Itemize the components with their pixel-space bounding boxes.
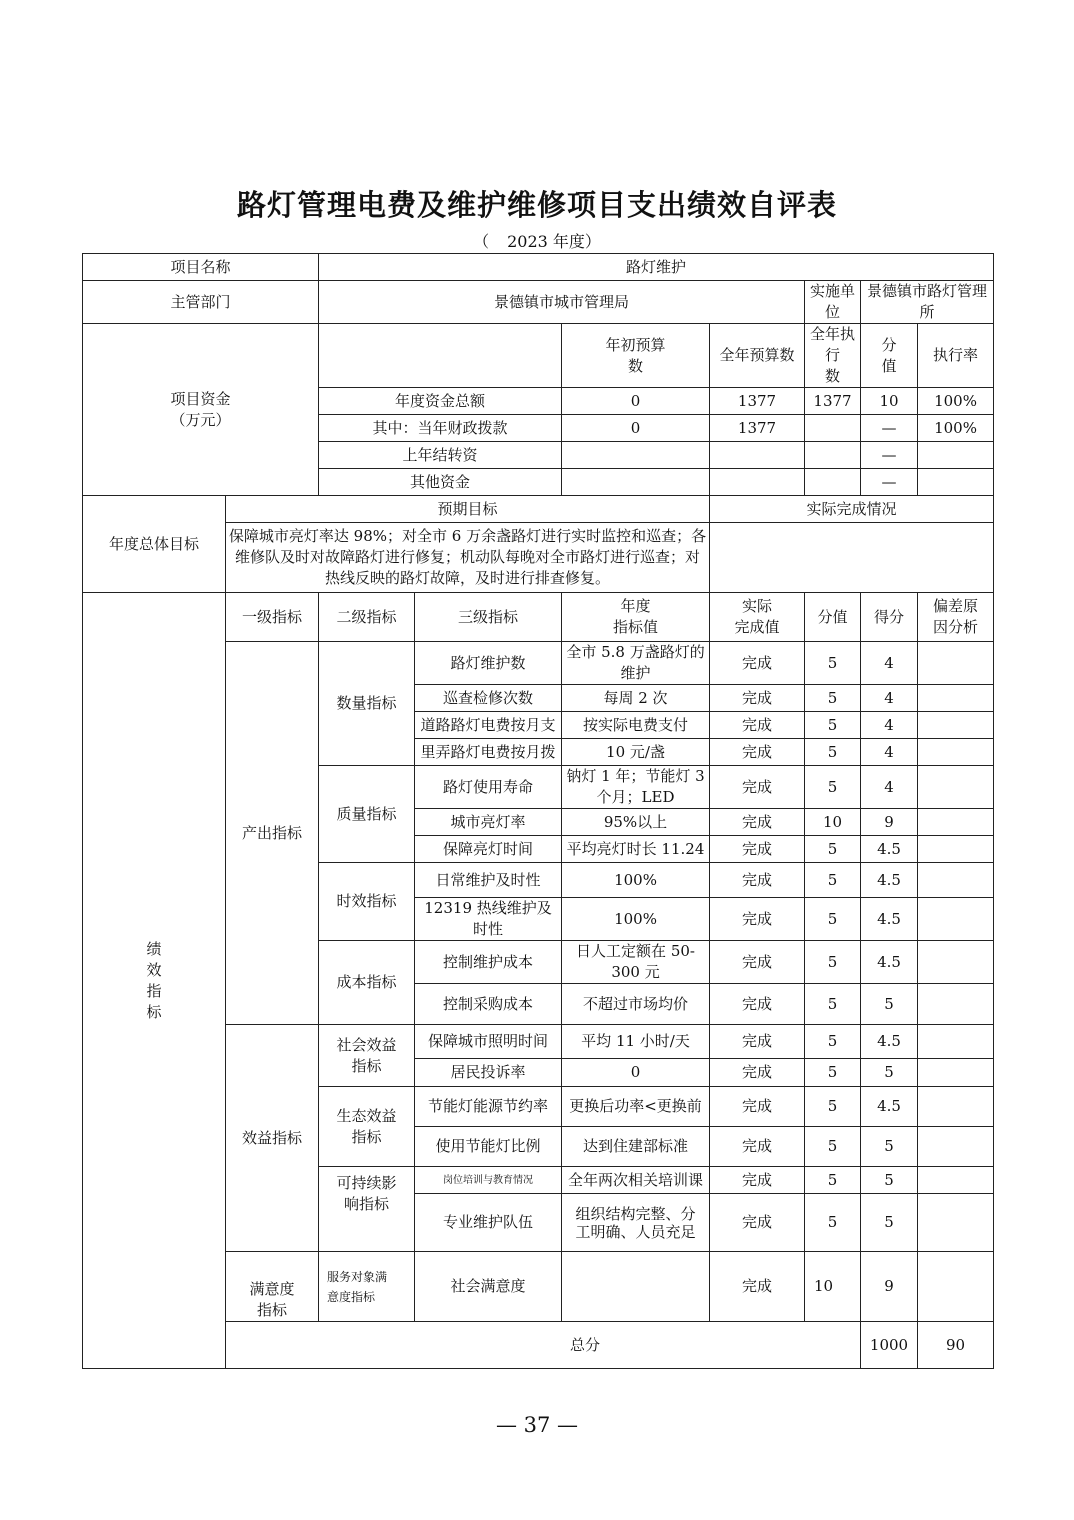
- funds-row-annual: [710, 442, 805, 469]
- indicator-actual: 完成: [710, 739, 805, 766]
- indicator-actual: 完成: [710, 1059, 805, 1087]
- funds-row-annual: 1377: [710, 388, 805, 415]
- header-level3: 三级指标: [415, 593, 562, 642]
- indicator-deviation: [918, 863, 994, 898]
- funds-header-executed-line2: 数: [825, 367, 841, 385]
- indicator-target: 100%: [562, 898, 710, 941]
- total-got: 90: [918, 1322, 994, 1369]
- header-actual-line2: 完成值: [734, 618, 780, 636]
- funds-row-executed: [805, 415, 861, 442]
- funds-row-rate: 100%: [918, 388, 994, 415]
- level2-ecological-line2: 指标: [351, 1127, 382, 1146]
- indicator-name: 居民投诉率: [415, 1059, 562, 1087]
- indicator-deviation: [918, 1087, 994, 1127]
- funds-row-rate: [918, 442, 994, 469]
- header-deviation: [918, 593, 994, 642]
- indicator-target: 日人工定额在 50-300 元: [562, 941, 710, 984]
- funds-row-initial: [562, 442, 710, 469]
- indicator-score: 5: [805, 1087, 861, 1127]
- indicator-got: 4.5: [861, 1087, 918, 1127]
- funds-row-name: 其中：当年财政拨款: [319, 415, 562, 442]
- level2-sustainability-line2: 响指标: [344, 1195, 390, 1213]
- indicator-name: 专业维护队伍: [415, 1194, 562, 1252]
- header-deviation-line2: 因分析: [933, 618, 979, 636]
- funds-row-name: 其他资金: [319, 469, 562, 496]
- indicator-actual: 完成: [710, 1025, 805, 1059]
- funds-row-score: 10: [861, 388, 918, 415]
- header-deviation-line1: 偏差原: [933, 597, 979, 615]
- indicator-actual: 完成: [710, 809, 805, 836]
- indicator-name: 巡查检修次数: [415, 685, 562, 712]
- funds-row-name: 上年结转资: [319, 442, 562, 469]
- level2-social: [319, 1025, 415, 1087]
- funds-row-annual: 1377: [710, 415, 805, 442]
- funds-row-rate: 100%: [918, 415, 994, 442]
- funds-row-executed: [805, 469, 861, 496]
- department-label: 主管部门: [83, 281, 319, 324]
- funds-row-name: 年度资金总额: [319, 388, 562, 415]
- project-row: [83, 254, 994, 281]
- total-label: 总分: [226, 1322, 861, 1369]
- funds-header-initial-line2: 数: [628, 356, 644, 375]
- indicator-got: 5: [861, 1127, 918, 1167]
- funds-row-executed: 1377: [805, 388, 861, 415]
- level2-timeliness: 时效指标: [319, 863, 415, 941]
- impl-unit-value: 景德镇市路灯管理所: [861, 281, 994, 324]
- project-value: 路灯维护: [319, 254, 994, 281]
- goals-actual-label: 实际完成情况: [710, 496, 994, 523]
- header-target-line2: 指标值: [613, 618, 659, 636]
- indicator-score: 10: [805, 1252, 861, 1322]
- indicator-name: 使用节能灯比例: [415, 1127, 562, 1167]
- indicator-actual: 完成: [710, 642, 805, 685]
- level2-service-line1: 服务对象满: [327, 1269, 388, 1284]
- indicator-target: 全市 5.8 万盏路灯的维护: [562, 642, 710, 685]
- funds-label: [83, 324, 319, 496]
- indicator-target: 钠灯 1 年；节能灯 3 个月；LED: [562, 766, 710, 809]
- indicator-got: 4.5: [861, 898, 918, 941]
- funds-row-score: —: [861, 442, 918, 469]
- indicator-actual: 完成: [710, 766, 805, 809]
- page-number: — 37 —: [495, 1413, 579, 1437]
- level2-social-line1: 社会效益: [336, 1035, 397, 1054]
- header-actual: [710, 593, 805, 642]
- indicator-name: 保障亮灯时间: [415, 836, 562, 863]
- indicator-name: 控制采购成本: [415, 984, 562, 1025]
- funds-header-executed-line1: 全年执行: [810, 325, 856, 364]
- indicator-name: 路灯使用寿命: [415, 766, 562, 809]
- indicator-name: 日常维护及时性: [415, 863, 562, 898]
- funds-row-initial: 0: [562, 388, 710, 415]
- indicator-target: 每周 2 次: [562, 685, 710, 712]
- indicator-score: 5: [805, 685, 861, 712]
- page-title: 路灯管理电费及维护维修项目支出绩效自评表: [236, 188, 837, 222]
- level2-social-line2: 指标: [351, 1056, 382, 1075]
- funds-row-score: —: [861, 415, 918, 442]
- indicator-score: 5: [805, 1167, 861, 1194]
- header-target-line1: 年度: [620, 597, 651, 615]
- indicator-score: 5: [805, 836, 861, 863]
- indicator-score: 5: [805, 863, 861, 898]
- funds-header-score-line2: 值: [881, 356, 897, 375]
- indicator-got: 4: [861, 685, 918, 712]
- indicator-target: 平均 11 小时/天: [562, 1025, 710, 1059]
- funds-header-executed: [805, 324, 861, 388]
- indicator-target: 95%以上: [562, 809, 710, 836]
- level2-ecological-line1: 生态效益: [336, 1106, 397, 1125]
- indicator-deviation: [918, 1252, 994, 1322]
- indicator-target: 按实际电费支付: [562, 712, 710, 739]
- indicator-target: 10 元/盏: [562, 739, 710, 766]
- indicator-target: 达到住建部标准: [562, 1127, 710, 1167]
- indicator-deviation: [918, 1059, 994, 1087]
- goals-header-row: [83, 496, 994, 523]
- indicator-deviation: [918, 984, 994, 1025]
- indicator-target: 更换后功率<更换前: [562, 1087, 710, 1127]
- header-target: [562, 593, 710, 642]
- indicator-name: 保障城市照明时间: [415, 1025, 562, 1059]
- indicator-deviation: [918, 1167, 994, 1194]
- indicator-got: 5: [861, 984, 918, 1025]
- goals-label: 年度总体目标: [83, 496, 226, 593]
- indicator-deviation: [918, 1025, 994, 1059]
- indicator-actual: 完成: [710, 836, 805, 863]
- department-row: [83, 281, 994, 324]
- indicator-name: 控制维护成本: [415, 941, 562, 984]
- funds-row-score: —: [861, 469, 918, 496]
- total-score: 1000: [861, 1322, 918, 1369]
- indicator-name: 12319 热线维护及时性: [415, 898, 562, 941]
- indicator-got: 4: [861, 739, 918, 766]
- funds-row-initial: [562, 469, 710, 496]
- indicator-target: 平均亮灯时长 11.24: [562, 836, 710, 863]
- evaluation-table: [82, 253, 994, 1369]
- indicator-score: 5: [805, 712, 861, 739]
- indicator-score: 5: [805, 1025, 861, 1059]
- funds-header-score-line1: 分: [881, 335, 897, 354]
- indicator-actual: 完成: [710, 1127, 805, 1167]
- funds-header-initial-line1: 年初预算: [605, 335, 666, 354]
- level1-benefit: 效益指标: [226, 1025, 319, 1252]
- funds-header-initial: [562, 324, 710, 388]
- indicator-actual: 完成: [710, 941, 805, 984]
- indicator-score: 5: [805, 739, 861, 766]
- goals-expected-text: 保障城市亮灯率达 98%；对全市 6 万余盏路灯进行实时监控和巡查；各维修队及时对故障路灯进行修复；机动队每晚对全市路灯进行巡查；对热线反映的路灯故障，及时进行排查修复。: [226, 523, 710, 593]
- indicator-got: 4: [861, 712, 918, 739]
- funds-row-executed: [805, 442, 861, 469]
- indicator-deviation: [918, 766, 994, 809]
- indicator-name: 节能灯能源节约率: [415, 1087, 562, 1127]
- funds-header-score: [861, 324, 918, 388]
- indicator-score: 5: [805, 1059, 861, 1087]
- indicator-got: 9: [861, 1252, 918, 1322]
- indicator-deviation: [918, 1194, 994, 1252]
- funds-label-line1: 项目资金: [170, 389, 231, 408]
- level2-quality: 质量指标: [319, 766, 415, 863]
- header-level2: 二级指标: [319, 593, 415, 642]
- indicator-got: 4.5: [861, 836, 918, 863]
- department-value: 景德镇市城市管理局: [319, 281, 805, 324]
- indicator-deviation: [918, 941, 994, 984]
- indicator-actual: 完成: [710, 1252, 805, 1322]
- impl-unit-label: 实施单位: [805, 281, 861, 324]
- indicator-name: 城市亮灯率: [415, 809, 562, 836]
- funds-header-rate: 执行率: [918, 324, 994, 388]
- indicator-target: 0: [562, 1059, 710, 1087]
- level2-service-line2: 意度指标: [327, 1289, 376, 1304]
- year-open-paren: （: [473, 232, 490, 251]
- indicator-score: 5: [805, 984, 861, 1025]
- indicator-got: 4.5: [861, 941, 918, 984]
- year-caption: [0, 229, 1074, 252]
- indicator-actual: 完成: [710, 712, 805, 739]
- indicator-deviation: [918, 836, 994, 863]
- indicator-deviation: [918, 809, 994, 836]
- indicator-score: 5: [805, 941, 861, 984]
- indicator-deviation: [918, 739, 994, 766]
- indicators-side-label: 绩 效 指 标: [83, 593, 226, 1369]
- funds-row-initial: 0: [562, 415, 710, 442]
- funds-row-annual: [710, 469, 805, 496]
- level2-service-satisfaction: [319, 1252, 415, 1322]
- indicator-target: [562, 1252, 710, 1322]
- indicator-target: 100%: [562, 863, 710, 898]
- goals-actual-text: [710, 523, 994, 593]
- indicator-got: 5: [861, 1194, 918, 1252]
- level1-output: 产出指标: [226, 642, 319, 1025]
- indicator-deviation: [918, 642, 994, 685]
- indicator-target: 不超过市场均价: [562, 984, 710, 1025]
- indicator-got: 9: [861, 809, 918, 836]
- indicator-deviation: [918, 898, 994, 941]
- indicator-score: 5: [805, 898, 861, 941]
- level1-satisfaction-line2: 指标: [257, 1301, 288, 1319]
- indicator-actual: 完成: [710, 685, 805, 712]
- indicator-deviation: [918, 1127, 994, 1167]
- level1-satisfaction: [226, 1252, 319, 1322]
- indicator-score: 5: [805, 1127, 861, 1167]
- indicator-score: 5: [805, 1194, 861, 1252]
- indicator-actual: 完成: [710, 984, 805, 1025]
- year-value: 2023 年度）: [507, 232, 601, 251]
- funds-label-line2: （万元）: [170, 410, 231, 429]
- project-label: 项目名称: [83, 254, 319, 281]
- indicator-got: 4.5: [861, 863, 918, 898]
- level1-satisfaction-line1: 满意度: [249, 1280, 295, 1298]
- indicator-score: 5: [805, 642, 861, 685]
- funds-header-annual: 全年预算数: [710, 324, 805, 388]
- indicator-got: 4.5: [861, 1025, 918, 1059]
- indicator-deviation: [918, 685, 994, 712]
- indicator-name: 社会满意度: [415, 1252, 562, 1322]
- indicator-target: 全年两次相关培训课: [562, 1167, 710, 1194]
- level2-quantity: 数量指标: [319, 642, 415, 766]
- funds-header-row: [83, 324, 994, 388]
- indicator-score: 5: [805, 766, 861, 809]
- header-score: 分值: [805, 593, 861, 642]
- funds-row-rate: [918, 469, 994, 496]
- indicator-actual: 完成: [710, 898, 805, 941]
- indicator-name: 道路路灯电费按月支: [415, 712, 562, 739]
- level2-sustainability: [319, 1167, 415, 1252]
- indicators-header-row: [83, 593, 994, 642]
- indicator-actual: 完成: [710, 1087, 805, 1127]
- indicator-name: 路灯维护数: [415, 642, 562, 685]
- level2-ecological: [319, 1087, 415, 1167]
- level2-cost: 成本指标: [319, 941, 415, 1025]
- indicator-actual: 完成: [710, 1194, 805, 1252]
- indicator-target: 组织结构完整、分工明确、人员充足: [562, 1194, 710, 1252]
- level2-sustainability-line1: 可持续影: [336, 1174, 397, 1192]
- indicator-name: 岗位培训与教育情况: [415, 1167, 562, 1194]
- indicator-got: 4: [861, 642, 918, 685]
- indicator-got: 5: [861, 1167, 918, 1194]
- indicator-score: 10: [805, 809, 861, 836]
- indicator-got: 5: [861, 1059, 918, 1087]
- header-got: 得分: [861, 593, 918, 642]
- indicator-actual: 完成: [710, 1167, 805, 1194]
- indicator-actual: 完成: [710, 863, 805, 898]
- header-level1: 一级指标: [226, 593, 319, 642]
- indicator-got: 4: [861, 766, 918, 809]
- indicator-name: 里弄路灯电费按月拨: [415, 739, 562, 766]
- goals-expected-label: 预期目标: [226, 496, 710, 523]
- indicator-deviation: [918, 712, 994, 739]
- funds-header-blank: [319, 324, 562, 388]
- header-actual-line1: 实际: [742, 597, 773, 615]
